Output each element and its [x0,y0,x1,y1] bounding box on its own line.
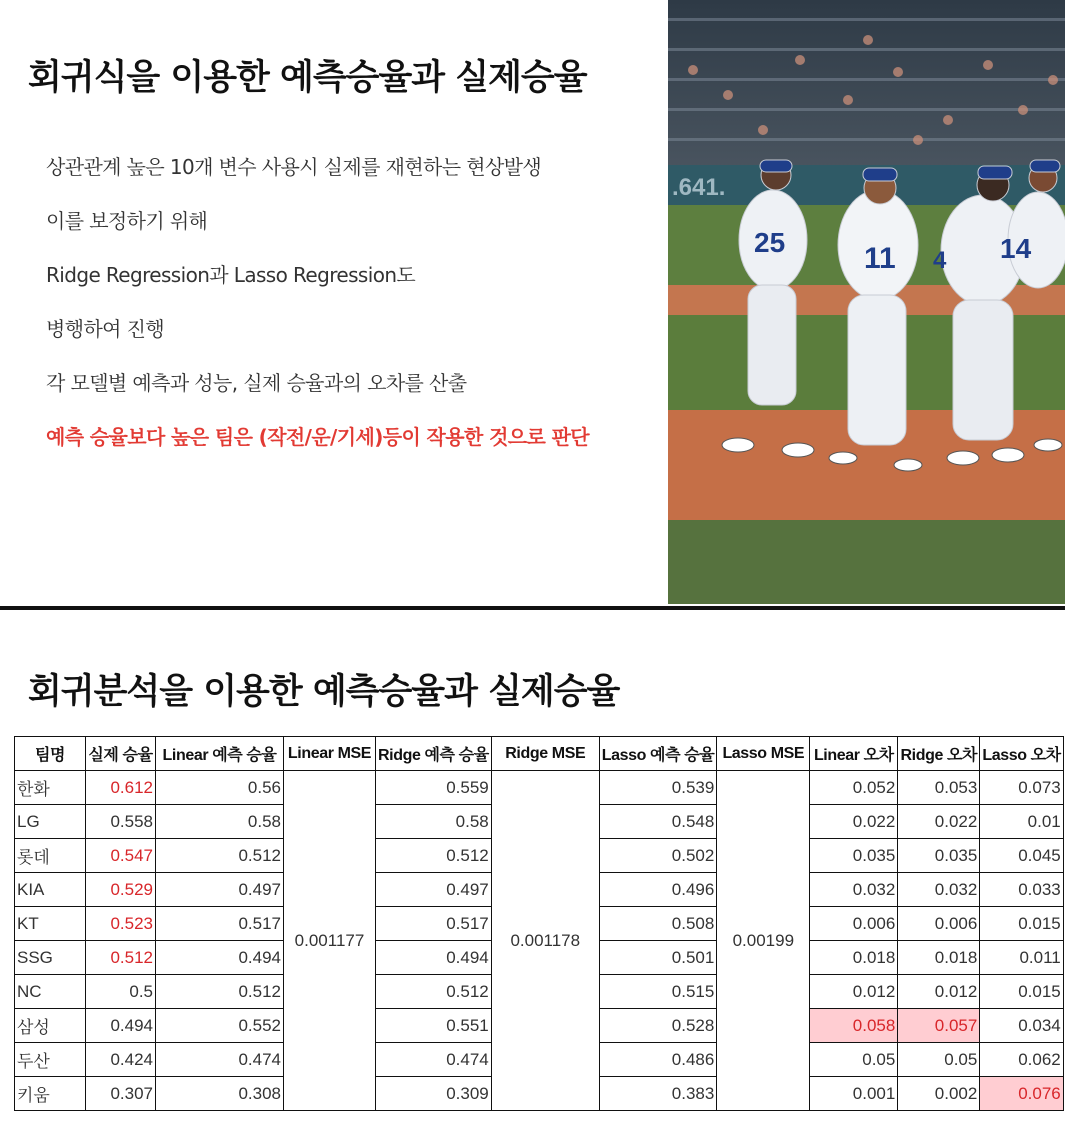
actual-winrate-cell: 0.523 [86,907,156,941]
actual-winrate-cell: 0.547 [86,839,156,873]
lasso-error-cell: 0.062 [980,1043,1063,1077]
linear-error-cell: 0.05 [810,1043,898,1077]
lasso-error-cell: 0.011 [980,941,1063,975]
bullet-item: Ridge Regression과 Lasso Regression도 [46,263,416,287]
ridge-pred-cell: 0.559 [376,771,492,805]
linear-error-cell: 0.012 [810,975,898,1009]
linear-pred-cell: 0.494 [156,941,284,975]
linear-pred-cell: 0.474 [156,1043,284,1077]
team-cell: 두산 [15,1043,86,1077]
lasso-error-cell: 0.033 [980,873,1063,907]
column-header: Lasso 예측 승율 [599,737,717,771]
team-cell: KIA [15,873,86,907]
bullet-item: 각 모델별 예측과 성능, 실제 승율과의 오차를 산출 [46,371,467,395]
ridge-pred-cell: 0.551 [376,1009,492,1043]
ridge-pred-cell: 0.512 [376,975,492,1009]
ridge-error-cell: 0.053 [898,771,980,805]
ridge-error-cell: 0.018 [898,941,980,975]
column-header: Ridge 예측 승율 [376,737,492,771]
lasso-error-cell: 0.01 [980,805,1063,839]
column-header: Linear MSE [284,737,376,771]
ridge-pred-cell: 0.512 [376,839,492,873]
lasso-pred-cell: 0.548 [599,805,717,839]
jersey-number: 14 [1000,233,1032,264]
baseball-team-photo [668,0,1065,604]
ridge-error-cell: 0.05 [898,1043,980,1077]
ridge-pred-cell: 0.474 [376,1043,492,1077]
ridge-pred-cell: 0.58 [376,805,492,839]
jersey-number: 4 [933,247,947,274]
actual-winrate-cell: 0.558 [86,805,156,839]
linear-error-cell: 0.058 [810,1009,898,1043]
table-slide-title: 회귀분석을 이용한 예측승율과 실제승율 [28,672,620,712]
lasso-pred-cell: 0.496 [599,873,717,907]
team-cell: NC [15,975,86,1009]
team-cell: 삼성 [15,1009,86,1043]
ridge-error-cell: 0.022 [898,805,980,839]
linear-error-cell: 0.022 [810,805,898,839]
column-header: Lasso 오차 [980,737,1063,771]
lasso-pred-cell: 0.508 [599,907,717,941]
linear-pred-cell: 0.497 [156,873,284,907]
ridge-error-cell: 0.057 [898,1009,980,1043]
team-cell: KT [15,907,86,941]
ridge-error-cell: 0.035 [898,839,980,873]
lasso-pred-cell: 0.501 [599,941,717,975]
lasso-error-cell: 0.076 [980,1077,1063,1111]
ridge-pred-cell: 0.494 [376,941,492,975]
ridge-pred-cell: 0.497 [376,873,492,907]
ridge-error-cell: 0.002 [898,1077,980,1111]
team-cell: 키움 [15,1077,86,1111]
lasso-error-cell: 0.015 [980,975,1063,1009]
prediction-table [14,736,1064,1111]
actual-winrate-cell: 0.512 [86,941,156,975]
team-cell: SSG [15,941,86,975]
column-header: 팀명 [15,737,86,771]
lasso-error-cell: 0.073 [980,771,1063,805]
slide-divider [0,606,1065,610]
bullet-item-highlight: 예측 승율보다 높은 팀은 (작전/운/기세)등이 작용한 것으로 판단 [46,425,590,449]
ridge-pred-cell: 0.309 [376,1077,492,1111]
actual-winrate-cell: 0.529 [86,873,156,907]
ridge-error-cell: 0.012 [898,975,980,1009]
actual-winrate-cell: 0.494 [86,1009,156,1043]
lasso-pred-cell: 0.539 [599,771,717,805]
linear-pred-cell: 0.512 [156,975,284,1009]
jersey-number: 25 [754,227,786,258]
table-row [15,771,1064,805]
linear-error-cell: 0.006 [810,907,898,941]
team-cell: LG [15,805,86,839]
ridge-mse-cell: 0.001178 [491,771,599,1111]
column-header: Lasso MSE [717,737,810,771]
bullet-item: 이를 보정하기 위해 [46,209,208,233]
bullet-item: 병행하여 진행 [46,317,165,341]
lasso-mse-cell: 0.00199 [717,771,810,1111]
linear-pred-cell: 0.56 [156,771,284,805]
lasso-pred-cell: 0.528 [599,1009,717,1043]
linear-pred-cell: 0.517 [156,907,284,941]
team-cell: 한화 [15,771,86,805]
lasso-pred-cell: 0.515 [599,975,717,1009]
ridge-error-cell: 0.006 [898,907,980,941]
team-cell: 롯데 [15,839,86,873]
actual-winrate-cell: 0.612 [86,771,156,805]
linear-mse-cell: 0.001177 [284,771,376,1111]
column-header: Linear 오차 [810,737,898,771]
linear-error-cell: 0.052 [810,771,898,805]
column-header: Ridge MSE [491,737,599,771]
slide-title: 회귀식을 이용한 예측승율과 실제승율 [28,58,587,98]
lasso-error-cell: 0.015 [980,907,1063,941]
lasso-error-cell: 0.034 [980,1009,1063,1043]
linear-error-cell: 0.032 [810,873,898,907]
ridge-pred-cell: 0.517 [376,907,492,941]
bullet-item: 상관관계 높은 10개 변수 사용시 실제를 재현하는 현상발생 [46,155,542,179]
ridge-error-cell: 0.032 [898,873,980,907]
linear-pred-cell: 0.308 [156,1077,284,1111]
actual-winrate-cell: 0.5 [86,975,156,1009]
lasso-pred-cell: 0.486 [599,1043,717,1077]
actual-winrate-cell: 0.424 [86,1043,156,1077]
lasso-error-cell: 0.045 [980,839,1063,873]
table-header-row [15,737,1064,771]
linear-pred-cell: 0.552 [156,1009,284,1043]
wall-text: .641. [672,174,726,201]
linear-pred-cell: 0.512 [156,839,284,873]
actual-winrate-cell: 0.307 [86,1077,156,1111]
lasso-pred-cell: 0.383 [599,1077,717,1111]
column-header: 실제 승율 [86,737,156,771]
linear-error-cell: 0.001 [810,1077,898,1111]
column-header: Ridge 오차 [898,737,980,771]
linear-error-cell: 0.035 [810,839,898,873]
linear-pred-cell: 0.58 [156,805,284,839]
column-header: Linear 예측 승율 [156,737,284,771]
jersey-number: 11 [864,242,896,275]
bullet-list [46,150,646,474]
linear-error-cell: 0.018 [810,941,898,975]
lasso-pred-cell: 0.502 [599,839,717,873]
